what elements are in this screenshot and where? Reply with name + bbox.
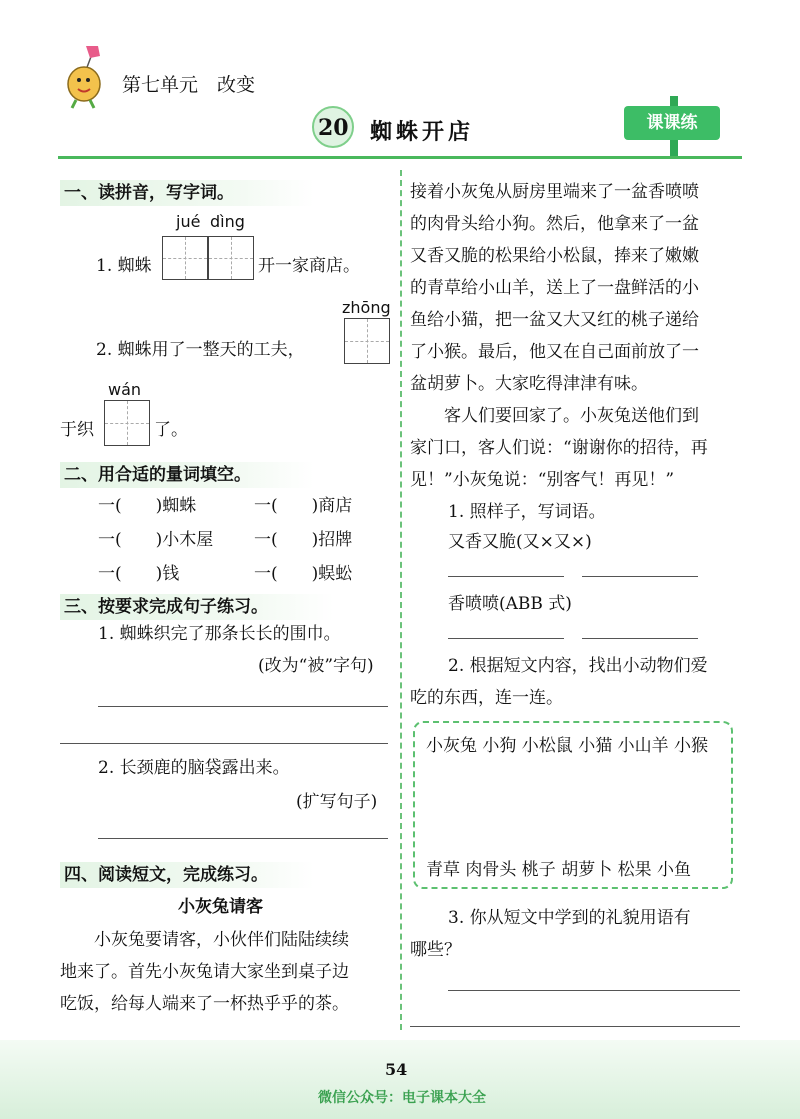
lesson-title: 蜘蛛开店 (370, 119, 475, 145)
measure-word-item: 一( )小木屋 (98, 530, 214, 550)
measure-word-item: 一( )招牌 (254, 530, 353, 550)
measure-word-item: 一( )蜈蚣 (254, 564, 353, 584)
unit-title: 第七单元 改变 (122, 74, 256, 96)
q1-after: 开一家商店。 (258, 256, 360, 276)
answer-line[interactable] (98, 706, 388, 707)
answer-line[interactable] (60, 743, 388, 744)
section4-heading: 四、阅读短文，完成练习。 (60, 862, 314, 888)
answer-line[interactable] (98, 838, 388, 839)
q2b-before: 于织 (60, 420, 94, 440)
s4-q1: 1. 照样子，写词语。 (448, 502, 606, 522)
pinyin-zhong: zhōng (342, 298, 391, 317)
answer-line[interactable] (410, 1026, 740, 1027)
write-grid[interactable] (344, 318, 390, 364)
s4-q2-line1: 2. 根据短文内容，找出小动物们爱 (448, 656, 708, 676)
story-line: 客人们要回家了。小灰兔送他们到 (410, 406, 699, 426)
s4-q1-example2: 香喷喷(ABB 式) (448, 594, 572, 614)
answer-line[interactable] (582, 576, 698, 577)
write-grid[interactable] (162, 236, 208, 280)
animals-row[interactable]: 小灰兔 小狗 小松鼠 小猫 小山羊 小猴 (426, 736, 709, 756)
s3-q1-requirement: (改为“被”字句) (258, 656, 374, 676)
s3-q2: 2. 长颈鹿的脑袋露出来。 (98, 758, 290, 778)
s3-q2-requirement: (扩写句子) (296, 792, 378, 812)
mascot-icon (56, 44, 114, 110)
story-line: 了小猴。最后，他又在自己面前放了一 (410, 342, 699, 362)
section3-heading: 三、按要求完成句子练习。 (60, 594, 334, 620)
story-line: 的青草给小山羊，送上了一盘鲜活的小 (410, 278, 699, 298)
story-line: 接着小灰兔从厨房里端来了一盆香喷喷 (410, 182, 699, 202)
s4-q1-example1: 又香又脆(又×又×) (448, 532, 592, 552)
story-line: 鱼给小猫，把一盆又大又红的桃子递给 (410, 310, 699, 330)
story-line: 又香又脆的松果给小松鼠，捧来了嫩嫩 (410, 246, 699, 266)
story-line: 地来了。首先小灰兔请大家坐到桌子边 (60, 962, 349, 982)
s4-q3-line1: 3. 你从短文中学到的礼貌用语有 (448, 908, 691, 928)
column-divider (400, 170, 402, 1030)
story-line: 的肉骨头给小狗。然后，他拿来了一盆 (410, 214, 699, 234)
write-grid[interactable] (104, 400, 150, 446)
footer-band (0, 1040, 800, 1119)
section1-heading: 一、读拼音，写字词。 (60, 180, 314, 206)
measure-word-item: 一( )蜘蛛 (98, 496, 197, 516)
pinyin-jue: jué (176, 212, 201, 231)
answer-line[interactable] (448, 576, 564, 577)
answer-line[interactable] (582, 638, 698, 639)
write-grid[interactable] (208, 236, 254, 280)
q2b-after: 了。 (154, 420, 188, 440)
story-line: 家门口，客人们说：“谢谢你的招待，再 (410, 438, 708, 458)
practice-badge: 课课练 (624, 106, 720, 140)
s3-q1: 1. 蜘蛛织完了那条长长的围巾。 (98, 624, 341, 644)
story-line: 见！”小灰兔说：“别客气！再见！” (410, 470, 675, 490)
story-line: 盆胡萝卜。大家吃得津津有味。 (410, 374, 648, 394)
header-rule (58, 156, 742, 159)
answer-line[interactable] (448, 638, 564, 639)
story-line: 吃饭，给每人端来了一杯热乎乎的茶。 (60, 994, 349, 1014)
pinyin-wan: wán (108, 380, 142, 399)
s4-q2-line2: 吃的东西，连一连。 (410, 688, 563, 708)
measure-word-item: 一( )钱 (98, 564, 180, 584)
foods-row[interactable]: 青草 肉骨头 桃子 胡萝卜 松果 小鱼 (426, 860, 692, 880)
lesson-number: 20 (318, 115, 349, 141)
measure-word-item: 一( )商店 (254, 496, 353, 516)
wechat-account: 微信公众号：电子课本大全 (318, 1090, 486, 1106)
pinyin-ding: dìng (210, 212, 245, 231)
s4-q3-line2: 哪些？ (410, 940, 461, 960)
answer-line[interactable] (448, 990, 740, 991)
story-title: 小灰兔请客 (178, 897, 263, 917)
story-line: 小灰兔要请客，小伙伴们陆陆续续 (60, 930, 349, 950)
q1-before: 1. 蜘蛛 (96, 256, 152, 276)
page-number: 54 (385, 1060, 408, 1079)
q2-text: 2. 蜘蛛用了一整天的工夫， (96, 340, 305, 360)
section2-heading: 二、用合适的量词填空。 (60, 462, 314, 488)
